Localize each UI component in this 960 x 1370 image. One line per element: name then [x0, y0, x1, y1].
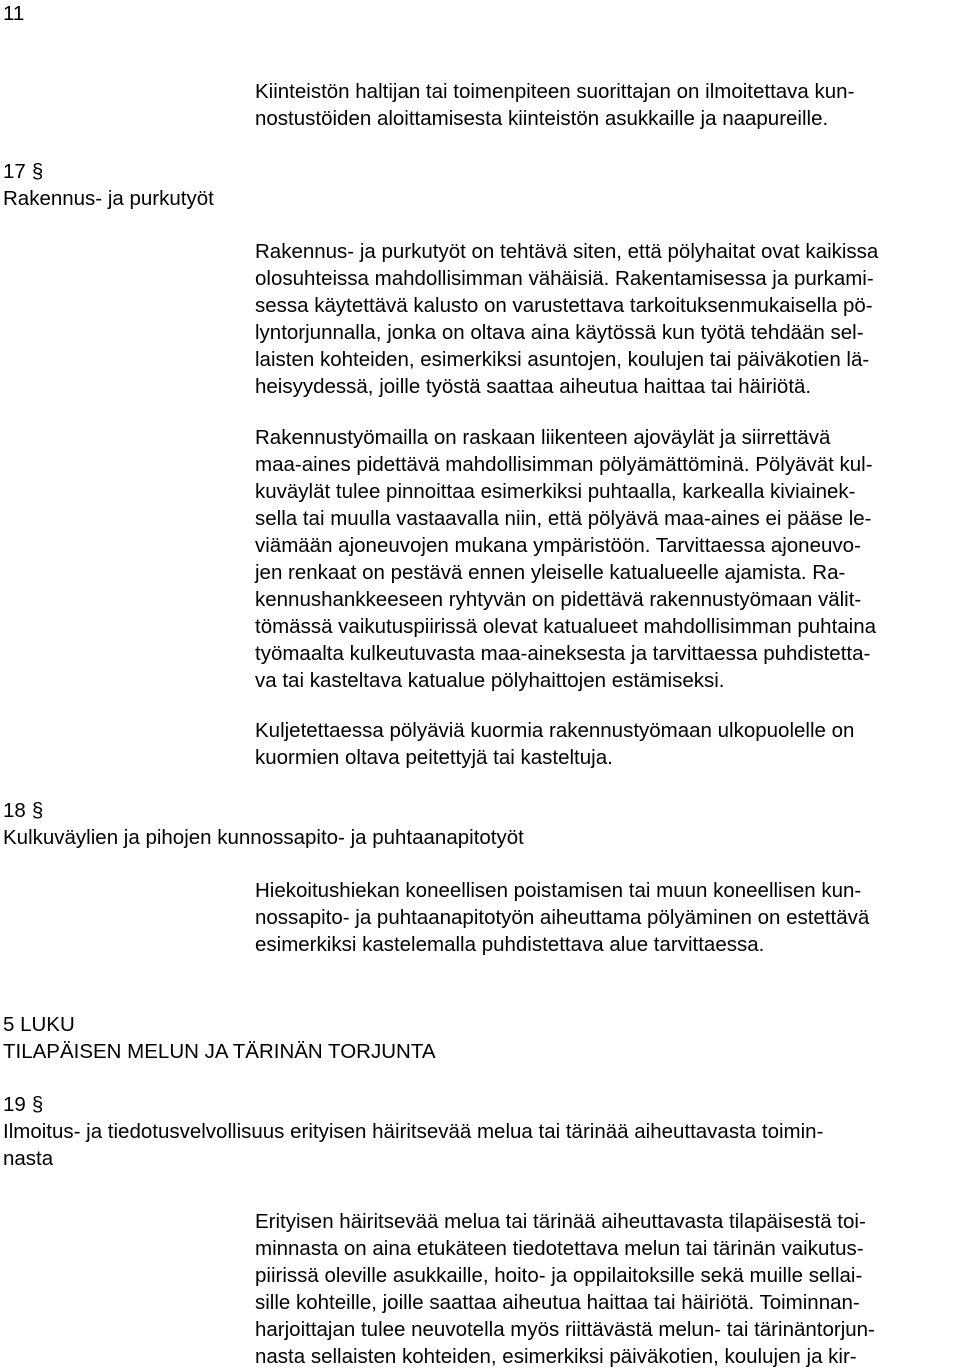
text-line: heisyydessä, joille työstä saattaa aiheutua haittaa tai häiriötä.	[255, 375, 812, 398]
section-18-heading	[3, 797, 524, 851]
text-line: nossapito- ja puhtaanapitotyön aiheuttama pölyäminen on estettävä	[255, 906, 870, 929]
section-18-paragraph-1	[255, 877, 955, 958]
text-line: sille kohteille, joille saattaa aiheutua haittaa tai häiriötä. Toiminnan-	[255, 1291, 860, 1314]
chapter-number: 5 LUKU	[3, 1013, 75, 1036]
section-19-heading	[3, 1091, 823, 1172]
text-line: laisten kohteiden, esimerkiksi asuntojen, koulujen tai päiväkotien lä-	[255, 348, 870, 371]
text-line: tömässä vaikutuspiirissä olevat katualueet mahdollisimman puhtaina	[255, 615, 877, 638]
text-line: kennushankkeeseen ryhtyvän on pidettävä rakennustyömaan välit-	[255, 588, 862, 611]
text-line: kuormien oltava peitettyjä tai kasteltuja.	[255, 746, 613, 769]
section-number: 17	[3, 160, 26, 183]
section-symbol: §	[31, 160, 44, 183]
text-line: kuväylät tulee pinnoittaa esimerkiksi puhtaalla, karkealla kiviainek-	[255, 480, 856, 503]
section-number: 19	[3, 1093, 26, 1116]
section-number: 18	[3, 799, 26, 822]
text-line: olosuhteissa mahdollisimman vähäisiä. Rakentamisessa ja purkami-	[255, 267, 874, 290]
text-line: Kuljetettaessa pölyäviä kuormia rakennustyömaan ulkopuolelle on	[255, 719, 855, 742]
section-symbol: §	[31, 799, 44, 822]
section-title: Kulkuväylien ja pihojen kunnossapito- ja puhtaanapitotyöt	[3, 826, 524, 849]
section-17-heading	[3, 158, 214, 212]
text-line: piirissä oleville asukkaille, hoito- ja oppilaitoksille sekä muille sellai-	[255, 1264, 863, 1287]
text-line: va tai kasteltava katualue pölyhaittojen estämiseksi.	[255, 669, 725, 692]
section-17-paragraph-2	[255, 424, 955, 694]
section-symbol: §	[31, 1093, 44, 1116]
text-line: harjoittajan tulee neuvotella myös riittävästä melun- tai tärinäntorjun-	[255, 1318, 875, 1341]
text-line: Rakennustyömailla on raskaan liikenteen ajoväylät ja siirrettävä	[255, 426, 831, 449]
text-line: työmaalta kulkeutuvasta maa-aineksesta ja tarvittaessa puhdistetta-	[255, 642, 871, 665]
text-line: lyntorjunnalla, jonka on oltava aina käytössä kun työtä tehdään sel-	[255, 321, 864, 344]
text-line: Kiinteistön haltijan tai toimenpiteen suorittajan on ilmoitettava kun-	[255, 80, 855, 103]
text-line: viämään ajoneuvojen mukana ympäristöön. Tarvittaessa ajoneuvo-	[255, 534, 861, 557]
text-line: jen renkaat on pestävä ennen yleiselle katualueelle ajamista. Ra-	[255, 561, 846, 584]
page-number: 11	[3, 2, 25, 25]
section-17-paragraph-3	[255, 717, 955, 771]
text-line: Erityisen häiritsevää melua tai tärinää aiheuttavasta tilapäisestä toi-	[255, 1210, 866, 1233]
section-19-paragraph-1	[255, 1208, 955, 1370]
text-line: sessa käytettävä kalusto on varustettava tarkoituksenmukaisella pö-	[255, 294, 873, 317]
intro-paragraph	[255, 78, 955, 132]
text-line: Rakennus- ja purkutyöt on tehtävä siten, että pölyhaitat ovat kaikissa	[255, 240, 879, 263]
section-17-paragraph-1	[255, 238, 955, 400]
section-title: Rakennus- ja purkutyöt	[3, 187, 214, 210]
chapter-title: TILAPÄISEN MELUN JA TÄRINÄN TORJUNTA	[3, 1040, 436, 1063]
chapter-heading	[3, 1011, 436, 1065]
text-line: nasta sellaisten kohteiden, esimerkiksi päiväkotien, koulujen ja kir-	[255, 1345, 857, 1368]
text-line: nostustöiden aloittamisesta kiinteistön asukkaille ja naapureille.	[255, 107, 829, 130]
text-line: sella tai muulla vastaavalla niin, että pölyävä maa-aines ei pääse le-	[255, 507, 872, 530]
text-line: minnasta on aina etukäteen tiedotettava melun tai tärinän vaikutus-	[255, 1237, 864, 1260]
section-title: Ilmoitus- ja tiedotusvelvollisuus erityisen häiritsevää melua tai tärinää aiheuttavasta toimin-	[3, 1120, 824, 1143]
text-line: Hiekoitushiekan koneellisen poistamisen tai muun koneellisen kun-	[255, 879, 862, 902]
text-line: maa-aines pidettävä mahdollisimman pölyämättöminä. Pölyävät kul-	[255, 453, 873, 476]
text-line: esimerkiksi kastelemalla puhdistettava alue tarvittaessa.	[255, 933, 765, 956]
section-title: nasta	[3, 1147, 54, 1170]
